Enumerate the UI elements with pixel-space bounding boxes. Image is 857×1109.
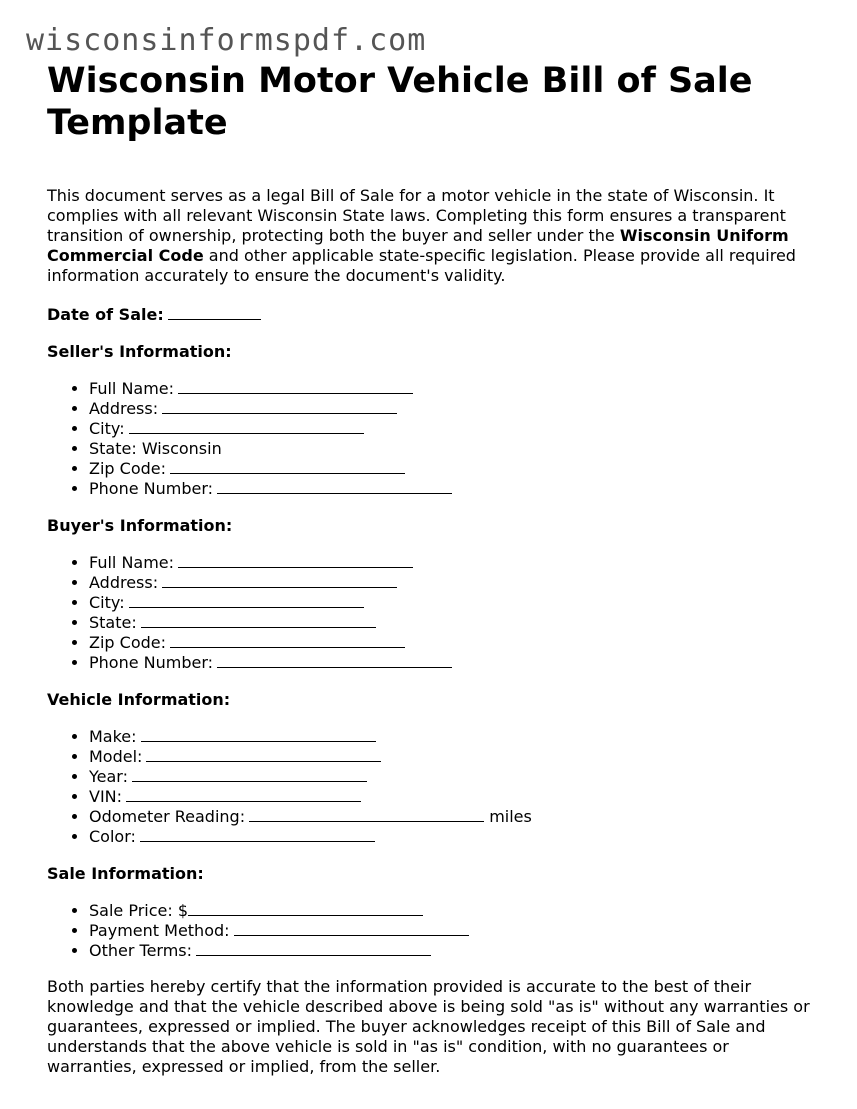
field-label: City:	[89, 419, 125, 438]
field-label: Color:	[89, 827, 136, 846]
sale-payment-method	[89, 921, 817, 941]
date-of-sale	[47, 305, 817, 325]
vehicle-make	[89, 727, 817, 747]
sale-payment-method-blank[interactable]	[234, 921, 469, 936]
vehicle-color	[89, 827, 817, 847]
buyer-phone	[89, 653, 817, 673]
sale-other-terms	[89, 941, 817, 961]
seller-state	[89, 439, 817, 459]
buyer-address	[89, 573, 817, 593]
date-of-sale-blank[interactable]	[168, 305, 261, 320]
vehicle-odometer-blank[interactable]	[249, 807, 484, 822]
field-label: Full Name:	[89, 379, 175, 398]
seller-fields	[47, 379, 817, 499]
field-label: City:	[89, 593, 125, 612]
intro-text-start: This document serves as a legal Bill of Sale for a motor vehicle in the state of Wisconsin. It complies with all relevant Wisconsin State laws. Completing this form ensures a transparent transition of ownership, protecting both the buyer and seller under the	[47, 186, 786, 245]
vehicle-model-blank[interactable]	[146, 747, 381, 762]
field-label: Year:	[89, 767, 128, 786]
vehicle-vin-blank[interactable]	[126, 787, 361, 802]
field-label: Phone Number:	[89, 479, 214, 498]
buyer-city-blank[interactable]	[129, 593, 364, 608]
buyer-city	[89, 593, 817, 613]
field-label: Payment Method:	[89, 921, 230, 940]
field-label: Address:	[89, 573, 159, 592]
buyer-zip-blank[interactable]	[170, 633, 405, 648]
watermark: wisconsinformspdf.com	[26, 23, 427, 58]
field-label: Odometer Reading:	[89, 807, 246, 826]
vehicle-color-blank[interactable]	[140, 827, 375, 842]
field-label: Model:	[89, 747, 143, 766]
sale-fields	[47, 901, 817, 961]
field-label: Address:	[89, 399, 159, 418]
vehicle-vin	[89, 787, 817, 807]
buyer-phone-blank[interactable]	[217, 653, 452, 668]
field-label: Zip Code:	[89, 633, 166, 652]
field-label: VIN:	[89, 787, 123, 806]
buyer-full-name-blank[interactable]	[178, 553, 413, 568]
vehicle-odometer	[89, 807, 817, 827]
seller-phone	[89, 479, 817, 499]
sale-price-blank[interactable]	[188, 901, 423, 916]
seller-zip	[89, 459, 817, 479]
seller-full-name	[89, 379, 817, 399]
field-label: State:	[89, 613, 137, 632]
field-label: Full Name:	[89, 553, 175, 572]
document-body	[47, 60, 817, 1077]
intro-bold-code: Wisconsin Uniform Commercial Code	[47, 226, 789, 265]
seller-heading: Seller's Information:	[47, 342, 232, 361]
seller-zip-blank[interactable]	[170, 459, 405, 474]
seller-address	[89, 399, 817, 419]
field-label: Other Terms:	[89, 941, 193, 960]
buyer-state	[89, 613, 817, 633]
closing-paragraph: Both parties hereby certify that the information provided is accurate to the best of their knowledge and that the vehicle described above is being sold "as is" without any warranties or guarantees, expressed or implied. The buyer acknowledges receipt of this Bill of Sale and understands that the above vehicle is sold in "as is" condition, with no guarantees or warranties, expressed or implied, from the seller.	[47, 977, 810, 1076]
vehicle-fields	[47, 727, 817, 847]
field-label: State: Wisconsin	[89, 439, 222, 458]
field-label: Sale Price: $	[89, 901, 189, 920]
page-title: Wisconsin Motor Vehicle Bill of Sale Template	[47, 61, 753, 143]
seller-phone-blank[interactable]	[217, 479, 452, 494]
seller-full-name-blank[interactable]	[178, 379, 413, 394]
vehicle-year-blank[interactable]	[132, 767, 367, 782]
seller-city	[89, 419, 817, 439]
date-of-sale-label: Date of Sale:	[47, 305, 164, 324]
field-label: Phone Number:	[89, 653, 214, 672]
field-label: Zip Code:	[89, 459, 166, 478]
field-label: Make:	[89, 727, 137, 746]
sale-price	[89, 901, 817, 921]
buyer-heading: Buyer's Information:	[47, 516, 233, 535]
vehicle-year	[89, 767, 817, 787]
buyer-zip	[89, 633, 817, 653]
buyer-full-name	[89, 553, 817, 573]
vehicle-make-blank[interactable]	[141, 727, 376, 742]
buyer-address-blank[interactable]	[162, 573, 397, 588]
sale-other-terms-blank[interactable]	[196, 941, 431, 956]
buyer-state-blank[interactable]	[141, 613, 376, 628]
vehicle-heading: Vehicle Information:	[47, 690, 231, 709]
seller-address-blank[interactable]	[162, 399, 397, 414]
seller-city-blank[interactable]	[129, 419, 364, 434]
intro-text-end: and other applicable state-specific legislation. Please provide all required information accurately to ensure the document's validity.	[47, 246, 796, 285]
sale-heading: Sale Information:	[47, 864, 204, 883]
odometer-unit: miles	[489, 807, 532, 826]
vehicle-model	[89, 747, 817, 767]
buyer-fields	[47, 553, 817, 673]
intro-paragraph	[47, 186, 817, 286]
